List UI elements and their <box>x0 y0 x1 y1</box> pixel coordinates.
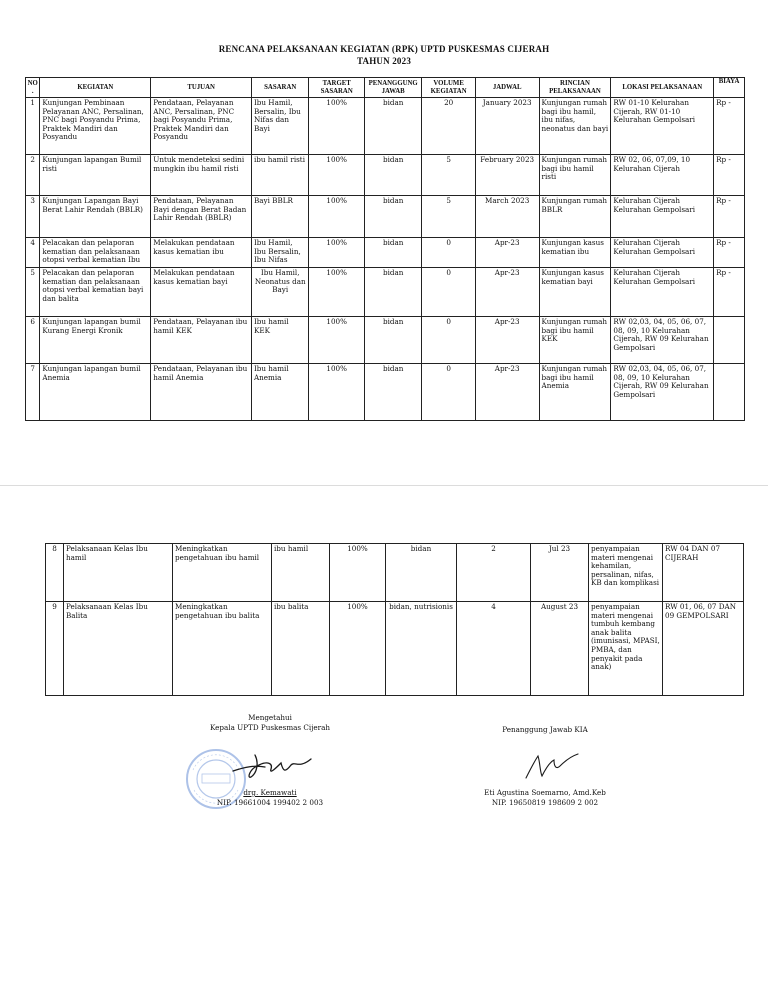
cell-rincian: penyampaian materi mengenai kehamilan, persalinan, nifas, KB dan komplikasi <box>589 544 663 602</box>
table-row <box>26 98 745 155</box>
signature-right-nip: NIP. 19650819 198609 2 002 <box>491 798 599 807</box>
cell-target: 100% <box>309 238 364 268</box>
header-jadwal: JADWAL <box>475 78 539 98</box>
cell-biaya: Rp - <box>714 268 745 317</box>
cell-kegiatan: Kunjungan lapangan bumil Anemia <box>40 364 151 421</box>
header-sasaran: SASARAN <box>251 78 309 98</box>
table-row <box>26 364 745 421</box>
cell-rincian: Kunjungan kasus kematian ibu <box>539 238 611 268</box>
cell-jadwal: January 2023 <box>475 98 539 155</box>
cell-volume: 20 <box>422 98 475 155</box>
cell-target: 100% <box>309 268 364 317</box>
table-row <box>46 602 744 696</box>
cell-jadwal: March 2023 <box>475 196 539 238</box>
cell-volume: 2 <box>457 544 531 602</box>
cell-no: 4 <box>26 238 40 268</box>
cell-target: 100% <box>309 317 364 364</box>
cell-jadwal: Apr-23 <box>475 238 539 268</box>
cell-no: 8 <box>46 544 64 602</box>
table-row <box>26 317 745 364</box>
cell-lokasi: RW 04 DAN 07 CIJERAH <box>663 544 744 602</box>
table-row <box>46 544 744 602</box>
header-no: NO. <box>26 78 40 98</box>
cell-target: 100% <box>309 155 364 196</box>
signature-right-icon <box>520 748 580 783</box>
signature-left-heading <box>200 713 340 733</box>
cell-pj: bidan, nutrisionis <box>386 602 457 696</box>
rpk-table-page-1 <box>25 77 745 421</box>
cell-kegiatan: Pelacakan dan pelaporan kematian dan pelaksanaan otopsi verbal kematian bayi dan balita <box>40 268 151 317</box>
cell-jadwal: February 2023 <box>475 155 539 196</box>
header-lokasi: LOKASI PELAKSANAAN <box>611 78 714 98</box>
cell-kegiatan: Kunjungan lapangan bumil Kurang Energi Kronik <box>40 317 151 364</box>
cell-biaya: Rp - <box>714 98 745 155</box>
cell-volume: 0 <box>422 268 475 317</box>
cell-pj: bidan <box>364 364 422 421</box>
cell-sasaran: Ibu hamil Anemia <box>251 364 309 421</box>
cell-volume: 5 <box>422 196 475 238</box>
cell-target: 100% <box>309 98 364 155</box>
header-target: TARGET SASARAN <box>309 78 364 98</box>
cell-volume: 0 <box>422 238 475 268</box>
cell-pj: bidan <box>364 98 422 155</box>
cell-kegiatan: Pelaksanaan Kelas Ibu Balita <box>64 602 173 696</box>
cell-biaya: Rp - <box>714 155 745 196</box>
cell-lokasi: RW 02,03, 04, 05, 06, 07, 08, 09, 10 Kelurahan Cijerah, RW 09 Kelurahan Gempolsari <box>611 364 714 421</box>
table-row <box>26 155 745 196</box>
cell-pj: bidan <box>364 238 422 268</box>
cell-tujuan: Pendataan, Pelayanan ibu hamil Anemia <box>151 364 252 421</box>
cell-volume: 4 <box>457 602 531 696</box>
cell-no: 2 <box>26 155 40 196</box>
cell-target: 100% <box>309 196 364 238</box>
cell-tujuan: Pendataan, Pelayanan ANC, Persalinan, PNC bagi Posyandu Prima, Praktek Mandiri dan Posyandu <box>151 98 252 155</box>
cell-no: 6 <box>26 317 40 364</box>
signature-right-heading: Penanggung Jawab KIA <box>502 725 588 734</box>
cell-pj: bidan <box>364 196 422 238</box>
cell-no: 1 <box>26 98 40 155</box>
cell-tujuan: Pendataan, Pelayanan ibu hamil KEK <box>151 317 252 364</box>
cell-tujuan: Meningkatkan pengetahuan ibu hamil <box>173 544 272 602</box>
cell-rincian: Kunjungan rumah bagi ibu hamil KEK <box>539 317 611 364</box>
cell-no: 7 <box>26 364 40 421</box>
cell-tujuan: Untuk mendeteksi sedini mungkin ibu hamil risti <box>151 155 252 196</box>
cell-pj: bidan <box>364 155 422 196</box>
cell-jadwal: Apr-23 <box>475 268 539 317</box>
rpk-table-page-2 <box>45 543 744 696</box>
cell-biaya: Rp - <box>714 196 745 238</box>
cell-kegiatan: Kunjungan Pembinaan Pelayanan ANC, Persalinan, PNC bagi Posyandu Prima, Praktek Mandiri dan Posyandu <box>40 98 151 155</box>
cell-volume: 5 <box>422 155 475 196</box>
table-row <box>26 238 745 268</box>
cell-rincian: penyampaian materi mengenai tumbuh kembang anak balita (imunisasi, MPASI, PMBA, dan penyakit pada anak) <box>589 602 663 696</box>
header-rincian: RINCIAN PELAKSANAAN <box>539 78 611 98</box>
signature-right-identity <box>470 788 620 808</box>
cell-pj: bidan <box>386 544 457 602</box>
cell-rincian: Kunjungan rumah bagi ibu hamil, ibu nifas, neonatus dan bayi <box>539 98 611 155</box>
cell-sasaran: ibu hamil <box>272 544 330 602</box>
cell-sasaran: Ibu hamil KEK <box>251 317 309 364</box>
cell-no: 9 <box>46 602 64 696</box>
cell-lokasi: RW 01-10 Kelurahan Cijerah, RW 01-10 Kelurahan Gempolsari <box>611 98 714 155</box>
cell-tujuan: Pendataan, Pelayanan Bayi dengan Berat Badan Lahir Rendah (BBLR) <box>151 196 252 238</box>
cell-lokasi: Kelurahan Cijerah Kelurahan Gempolsari <box>611 196 714 238</box>
table-row <box>26 196 745 238</box>
cell-kegiatan: Pelacakan dan pelaporan kematian dan pelaksanaan otopsi verbal kematian Ibu <box>40 238 151 268</box>
cell-lokasi: Kelurahan Cijerah Kelurahan Gempolsari <box>611 238 714 268</box>
cell-jadwal: Apr-23 <box>475 317 539 364</box>
document-year: TAHUN 2023 <box>356 56 412 66</box>
cell-lokasi: RW 02,03, 04, 05, 06, 07, 08, 09, 10 Kelurahan Cijerah, RW 09 Kelurahan Gempolsari <box>611 317 714 364</box>
signature-left-name: drg. Kemawati <box>243 788 297 797</box>
page-divider <box>0 485 768 486</box>
cell-rincian: Kunjungan rumah bagi ibu hamil risti <box>539 155 611 196</box>
cell-volume: 0 <box>422 317 475 364</box>
header-penanggung-jawab: PENANGGUNG JAWAB <box>364 78 422 98</box>
cell-tujuan: Melakukan pendataan kasus kematian bayi <box>151 268 252 317</box>
signature-left-icon <box>225 745 315 785</box>
document-title: RENCANA PELAKSANAAN KEGIATAN (RPK) UPTD PUSKESMAS CIJERAH <box>218 44 550 54</box>
cell-kegiatan: Kunjungan Lapangan Bayi Berat Lahir Rendah (BBLR) <box>40 196 151 238</box>
signature-left-identity <box>215 788 325 808</box>
signature-left-nip: NIP. 19661004 199402 2 003 <box>216 798 324 807</box>
signature-right-name: Eti Agustina Soemarno, Amd.Keb <box>484 788 606 797</box>
cell-target: 100% <box>330 544 386 602</box>
header-tujuan: TUJUAN <box>151 78 252 98</box>
table-header-row <box>26 78 745 98</box>
cell-volume: 0 <box>422 364 475 421</box>
signature-left-line1: Mengetahui <box>248 713 292 722</box>
cell-pj: bidan <box>364 317 422 364</box>
cell-sasaran: Ibu Hamil, Ibu Bersalin, Ibu Nifas <box>251 238 309 268</box>
cell-rincian: Kunjungan kasus kematian bayi <box>539 268 611 317</box>
cell-rincian: Kunjungan rumah bagi ibu hamil Anemia <box>539 364 611 421</box>
cell-biaya: Rp - <box>714 238 745 268</box>
cell-biaya <box>714 364 745 421</box>
cell-lokasi: RW 02, 06, 07,09, 10 Kelurahan Cijerah <box>611 155 714 196</box>
cell-lokasi: Kelurahan Cijerah Kelurahan Gempolsari <box>611 268 714 317</box>
cell-sasaran: ibu balita <box>272 602 330 696</box>
cell-lokasi: RW 01, 06, 07 DAN 09 GEMPOLSARI <box>663 602 744 696</box>
cell-sasaran: Ibu Hamil, Neonatus dan Bayi <box>251 268 309 317</box>
cell-tujuan: Meningkatkan pengetahuan ibu balita <box>173 602 272 696</box>
cell-kegiatan: Pelaksanaan Kelas Ibu hamil <box>64 544 173 602</box>
cell-jadwal: August 23 <box>531 602 589 696</box>
header-kegiatan: KEGIATAN <box>40 78 151 98</box>
cell-biaya <box>714 317 745 364</box>
cell-jadwal: Apr-23 <box>475 364 539 421</box>
cell-no: 5 <box>26 268 40 317</box>
table-row <box>26 268 745 317</box>
cell-pj: bidan <box>364 268 422 317</box>
cell-jadwal: Jul 23 <box>531 544 589 602</box>
header-volume: VOLUME KEGIATAN <box>422 78 475 98</box>
cell-tujuan: Melakukan pendataan kasus kematian ibu <box>151 238 252 268</box>
cell-target: 100% <box>309 364 364 421</box>
cell-kegiatan: Kunjungan lapangan Bumil risti <box>40 155 151 196</box>
cell-no: 3 <box>26 196 40 238</box>
cell-sasaran: Ibu Hamil, Bersalin, Ibu Nifas dan Bayi <box>251 98 309 155</box>
cell-target: 100% <box>330 602 386 696</box>
cell-sasaran: ibu hamil risti <box>251 155 309 196</box>
header-biaya: BIAYA <box>714 78 745 98</box>
cell-rincian: Kunjungan rumah BBLR <box>539 196 611 238</box>
cell-sasaran: Bayi BBLR <box>251 196 309 238</box>
signature-left-line2: Kepala UPTD Puskesmas Cijerah <box>209 723 331 732</box>
